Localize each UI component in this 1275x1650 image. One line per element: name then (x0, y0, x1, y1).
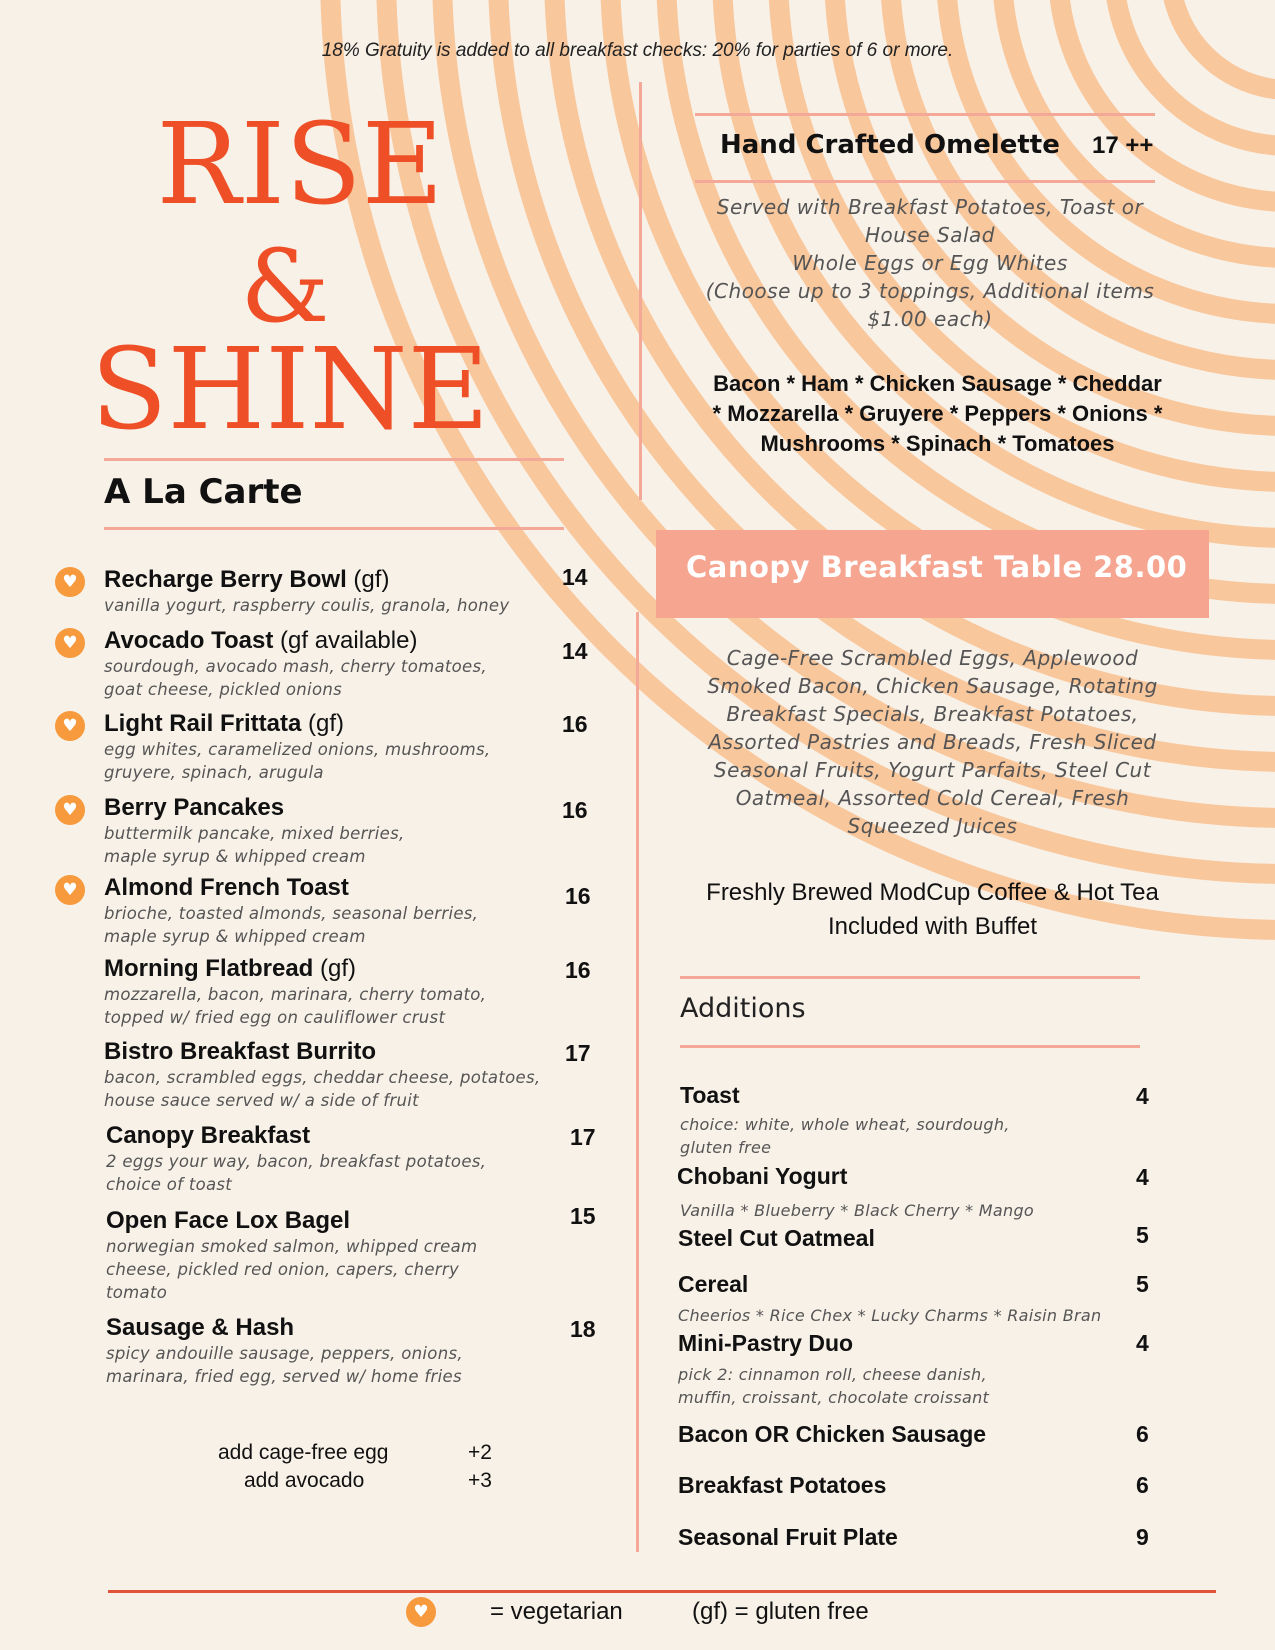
menu-item (104, 710, 604, 784)
item-desc: goat cheese, pickled onions (104, 680, 342, 699)
item-desc: maple syrup & whipped cream (104, 847, 366, 866)
item-price: 14 (562, 638, 588, 664)
item-desc: vanilla yogurt, raspberry coulis, granola, honey (104, 596, 510, 615)
coffee-note (680, 876, 1185, 944)
addition-price: 4 (1136, 1330, 1149, 1356)
omelette-line: House Salad (865, 223, 995, 247)
addition-item (678, 1330, 989, 1409)
item-name: Sausage & Hash (106, 1314, 295, 1341)
legend-vegetarian: = vegetarian (490, 1598, 623, 1625)
item-desc: sourdough, avocado mash, cherry tomatoes, (104, 657, 487, 676)
addition-item (680, 1082, 1010, 1159)
addition-price: 4 (1136, 1083, 1149, 1109)
buffet-title: Canopy Breakfast Table 28.00 (686, 550, 1188, 584)
item-price: 17 (570, 1124, 596, 1150)
addition-price: 5 (1136, 1271, 1149, 1297)
addition-price: 9 (1136, 1524, 1149, 1550)
item-desc: tomato (106, 1283, 168, 1302)
addition-price: 6 (1136, 1421, 1149, 1447)
addon-label: add avocado (244, 1469, 365, 1492)
item-price: 16 (565, 883, 591, 909)
addition-name: Cereal (678, 1271, 749, 1297)
item-desc: maple syrup & whipped cream (104, 927, 366, 946)
buffet-line: Assorted Pastries and Breads, Fresh Sliced (708, 730, 1157, 754)
additions-title: Additions (680, 993, 806, 1024)
item-desc: topped w/ fried egg on cauliflower crust (104, 1008, 446, 1027)
coffee-line: Included with Buffet (827, 913, 1038, 940)
menu-item (106, 1122, 606, 1196)
addition-item (678, 1225, 875, 1252)
menu-item (104, 874, 604, 948)
heart-icon: ♥ (55, 875, 85, 905)
addition-item (678, 1472, 886, 1499)
heart-icon: ♥ (55, 795, 85, 825)
item-name: Light Rail Frittata (104, 710, 302, 737)
item-desc: mozzarella, bacon, marinara, cherry tomato, (104, 985, 487, 1004)
addition-desc: Vanilla * Blueberry * Black Cherry * Mango (680, 1201, 1035, 1220)
omelette-line: Whole Eggs or Egg Whites (792, 251, 1068, 275)
item-name: Open Face Lox Bagel (106, 1207, 351, 1234)
addon-price: +3 (468, 1469, 492, 1492)
addition-desc: gluten free (680, 1138, 772, 1157)
buffet-line: Squeezed Juices (847, 814, 1018, 838)
logo-rise: RISE (156, 100, 444, 230)
addition-desc: pick 2: cinnamon roll, cheese danish, (678, 1365, 987, 1384)
omelette-toppings (680, 369, 1195, 459)
item-price: 15 (570, 1203, 596, 1229)
logo-ampersand: & (240, 228, 330, 345)
omelette-title: Hand Crafted Omelette (720, 130, 1060, 160)
item-name: Recharge Berry Bowl (104, 566, 347, 593)
item-name: Berry Pancakes (104, 794, 285, 821)
addition-name: Mini-Pastry Duo (678, 1330, 854, 1356)
column-divider (636, 612, 639, 1552)
addition-item (678, 1421, 986, 1448)
addition-desc: choice: white, whole wheat, sourdough, (680, 1115, 1010, 1134)
menu-item (106, 1314, 606, 1388)
legend-gluten-free: (gf) = gluten free (692, 1598, 869, 1625)
addition-item (677, 1163, 1034, 1222)
heart-icon: ♥ (55, 567, 85, 597)
item-tag: (gf) (313, 955, 357, 982)
addition-price: 4 (1136, 1164, 1149, 1190)
omelette-line: $1.00 each) (867, 307, 993, 331)
item-name: Morning Flatbread (104, 955, 314, 982)
buffet-line: Cage-Free Scrambled Eggs, Applewood (726, 646, 1139, 670)
item-price: 17 (565, 1040, 591, 1066)
menu-item (104, 955, 604, 1029)
divider (104, 527, 564, 530)
menu-item (106, 1207, 606, 1304)
item-tag: (gf available) (273, 627, 418, 654)
item-desc: brioche, toasted almonds, seasonal berries, (104, 904, 479, 923)
item-tag: (gf) (301, 710, 345, 737)
addition-name: Seasonal Fruit Plate (678, 1524, 898, 1550)
omelette-description (680, 193, 1180, 333)
menu-item (104, 566, 604, 617)
toppings-line: * Mozzarella * Gruyere * Peppers * Onions * (712, 401, 1163, 426)
item-desc: spicy andouille sausage, peppers, onions, (106, 1344, 463, 1363)
buffet-line: Smoked Bacon, Chicken Sausage, Rotating (707, 674, 1158, 698)
addition-name: Steel Cut Oatmeal (678, 1225, 875, 1251)
divider (680, 976, 1140, 979)
item-desc: buttermilk pancake, mixed berries, (104, 824, 405, 843)
item-name: Bistro Breakfast Burrito (104, 1038, 377, 1065)
addition-name: Bacon OR Chicken Sausage (678, 1421, 987, 1447)
addition-item (678, 1271, 1101, 1327)
coffee-line: Freshly Brewed ModCup Coffee & Hot Tea (706, 879, 1159, 906)
divider (680, 1045, 1140, 1048)
omelette-price: 17 ++ (1092, 132, 1154, 159)
item-name: Avocado Toast (104, 627, 274, 654)
item-desc: 2 eggs your way, bacon, breakfast potatoes, (106, 1152, 487, 1171)
divider (695, 113, 1155, 116)
item-desc: house sauce served w/ a side of fruit (104, 1091, 419, 1110)
gratuity-note: 18% Gratuity is added to all breakfast checks: 20% for parties of 6 or more. (321, 40, 954, 61)
item-desc: cheese, pickled red onion, capers, cherry (106, 1260, 460, 1279)
item-price: 14 (562, 564, 588, 590)
addition-desc: muffin, croissant, chocolate croissant (678, 1388, 990, 1407)
footer-rule (108, 1590, 1216, 1593)
divider (104, 458, 564, 461)
item-name: Almond French Toast (104, 874, 349, 901)
item-name: Canopy Breakfast (106, 1122, 311, 1149)
item-desc: choice of toast (106, 1175, 233, 1194)
menu-item (104, 627, 604, 701)
addon-label: add cage-free egg (218, 1441, 389, 1464)
item-tag: (gf) (346, 566, 390, 593)
divider (695, 180, 1155, 183)
item-desc: norwegian smoked salmon, whipped cream (106, 1237, 478, 1256)
item-price: 18 (570, 1316, 596, 1342)
column-divider (639, 82, 642, 500)
item-desc: gruyere, spinach, arugula (104, 763, 324, 782)
buffet-line: Oatmeal, Assorted Cold Cereal, Fresh (735, 786, 1130, 810)
heart-icon: ♥ (406, 1597, 436, 1627)
addition-price: 5 (1136, 1222, 1149, 1248)
heart-icon: ♥ (55, 711, 85, 741)
item-desc: egg whites, caramelized onions, mushrooms, (104, 740, 491, 759)
addon-price: +2 (468, 1441, 492, 1464)
buffet-description (680, 644, 1185, 840)
heart-icon: ♥ (55, 628, 85, 658)
omelette-line: Served with Breakfast Potatoes, Toast or (716, 195, 1144, 219)
toppings-line: Mushrooms * Spinach * Tomatoes (760, 431, 1115, 456)
item-desc: marinara, fried egg, served w/ home fries (106, 1367, 462, 1386)
menu-item (104, 1038, 604, 1112)
addition-price: 6 (1136, 1472, 1149, 1498)
buffet-line: Seasonal Fruits, Yogurt Parfaits, Steel Cut (713, 758, 1152, 782)
logo-shine: SHINE (90, 325, 490, 455)
addition-name: Chobani Yogurt (677, 1163, 848, 1189)
addition-desc: Cheerios * Rice Chex * Lucky Charms * Raisin Bran (678, 1306, 1102, 1325)
toppings-line: Bacon * Ham * Chicken Sausage * Cheddar (713, 371, 1162, 396)
a-la-carte-title: A La Carte (104, 472, 303, 512)
item-price: 16 (565, 957, 591, 983)
item-price: 16 (562, 711, 588, 737)
addition-name: Breakfast Potatoes (678, 1472, 887, 1498)
buffet-line: Breakfast Specials, Breakfast Potatoes, (726, 702, 1139, 726)
addition-item (678, 1524, 898, 1551)
menu-item (104, 794, 604, 868)
item-desc: bacon, scrambled eggs, cheddar cheese, potatoes, (104, 1068, 541, 1087)
item-price: 16 (562, 797, 588, 823)
omelette-line: (Choose up to 3 toppings, Additional items (705, 279, 1155, 303)
addition-name: Toast (680, 1082, 740, 1108)
